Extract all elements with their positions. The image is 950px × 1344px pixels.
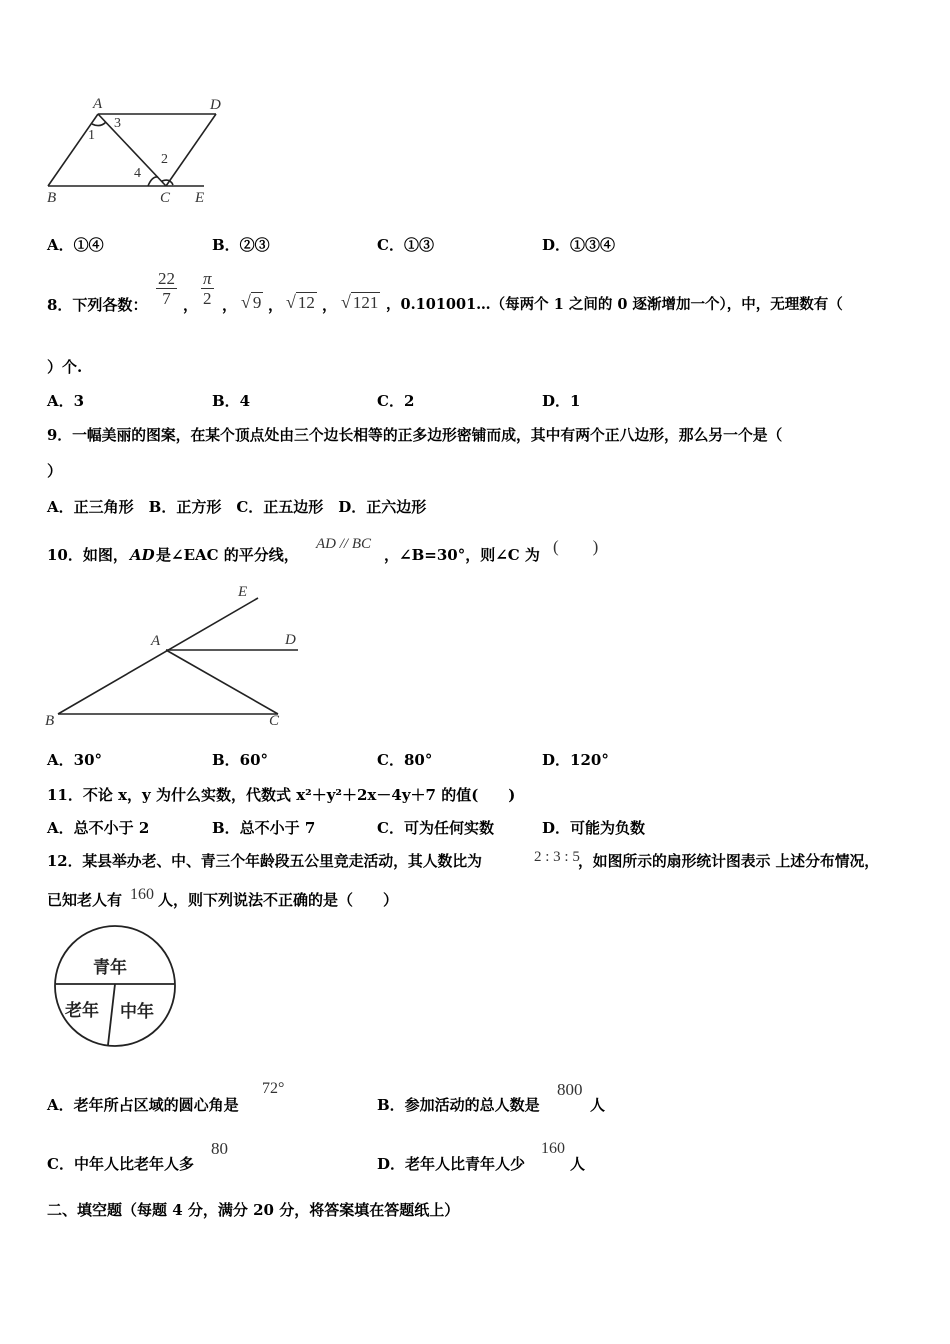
q10-option-c: C．80° [377,751,433,769]
fig10-label-c: C [269,713,280,729]
fig7-angle-2: 2 [161,152,168,167]
fig7-angle-3: 3 [114,116,121,131]
q8-option-c: C．2 [377,392,415,410]
q10-lead: 10．如图， [47,546,128,564]
q8-tail: ，0.101001…（每两个 1 之间的 0 逐渐增加一个），中，无理数有（ [386,296,843,313]
q12-option-d-text: D．老年人比青年人少 [377,1155,526,1173]
fig7-label-b: B [47,190,57,206]
q12-line2-b: 人，则下列说法不正确的是（ ） [158,891,399,909]
q10-option-b: B．60° [212,751,269,769]
q12-line2-a: 已知老人有 [47,891,123,909]
q8-option-d: D．1 [542,392,581,410]
q8-option-a: A．3 [47,392,85,410]
pie-label-old: 老年 [65,1001,99,1020]
q12-option-c-value: 80 [211,1139,228,1158]
q7-option-b: B．②③ [212,236,270,254]
q12-option-d-unit: 人 [570,1155,586,1173]
fig7-angle-4: 4 [134,166,141,181]
q10-ad: AD [130,546,155,564]
q12-tail: ，如图所示的扇形统计图表示 上述分布情况， [578,853,880,870]
q8-line2: ）个. [47,358,83,376]
q11-option-b: B．总不小于 7 [212,819,316,837]
q8-sqrt-9: √ 9 [241,292,262,312]
q8-option-b: B．4 [212,392,251,410]
q12-option-b-value: 800 [557,1080,583,1099]
fig10-label-a: A [151,633,161,649]
q11-option-a: A．总不小于 2 [47,819,150,837]
q8-sep-2: ， [222,296,238,314]
q7-option-d: D．①③④ [542,236,616,254]
section-2-heading: 二、填空题（每题 4 分，满分 20 分，将答案填在答题纸上） [47,1201,460,1219]
fig10-label-e: E [238,584,248,600]
fig7-label-a: A [93,96,103,112]
q8-sqrt-12: √ 12 [286,292,315,312]
q8-sep-4: ， [322,296,338,314]
pie-label-young: 青年 [93,958,127,977]
q7-option-c: C．①③ [377,236,434,254]
q10-condition: ，∠B=30°，则∠C 为 [384,546,540,564]
q12-option-a-text: A．老年所占区域的圆心角是 [47,1096,239,1114]
q12-option-c-text: C．中年人比老年人多 [47,1155,194,1173]
q8-fraction-pi-2: $\frac{\pi}{2}$ [203,269,212,308]
q8-fraction-22-7: $\frac{22}{7}$ [158,269,175,308]
q8-sqrt-121: √ 121 [341,292,379,312]
fig10-label-b: B [45,713,55,729]
q8-sep-1: ， [183,296,199,314]
q12-160: 160 [130,886,154,903]
q12-option-b-unit: 人 [590,1096,606,1114]
q11-option-d: D．可能为负数 [542,819,646,837]
q12-option-b-text: B．参加活动的总人数是 [377,1096,540,1114]
q12-ratio: 2 : 3 : 5 [534,849,580,865]
q8-lead: 8．下列各数： [47,296,148,314]
q10-option-d: D．120° [542,751,609,769]
q11-option-c: C．可为任何实数 [377,819,494,837]
fig7-angle-1: 1 [88,128,95,143]
q12-option-a-value: 72° [262,1080,285,1097]
pie-label-middle: 中年 [120,1002,154,1021]
q10-mid: 是∠EAC 的平分线， [156,546,299,564]
q7-option-a: A．①④ [47,236,104,254]
q9-options: A．正三角形 B．正方形 C．正五边形 D．正六边形 [47,498,427,516]
fig7-label-e: E [195,190,205,206]
q11-text: 11．不论 x，y 为什么实数，代数式 x²＋y²＋2x－4y＋7 的值( ) [47,786,516,804]
fig10-label-d: D [285,632,296,648]
q8-sep-3: ， [268,296,284,314]
q10-option-a: A．30° [47,751,103,769]
q12-lead: 12．某县举办老、中、青三个年龄段五公里竞走活动，其人数比为 [47,853,482,870]
fig7-label-c: C [160,190,171,206]
fig7-label-d: D [210,97,221,113]
q12-option-d-value: 160 [541,1140,565,1157]
q9-line2: ） [47,462,63,480]
q10-parallel-expr: AD // BC [316,536,371,552]
q9-line1: 9．一幅美丽的图案，在某个顶点处由三个边长相等的正多边形密铺而成，其中有两个正八边形，那么另一个是（ [47,427,783,444]
q10-answer-paren: ( ) [553,537,599,556]
